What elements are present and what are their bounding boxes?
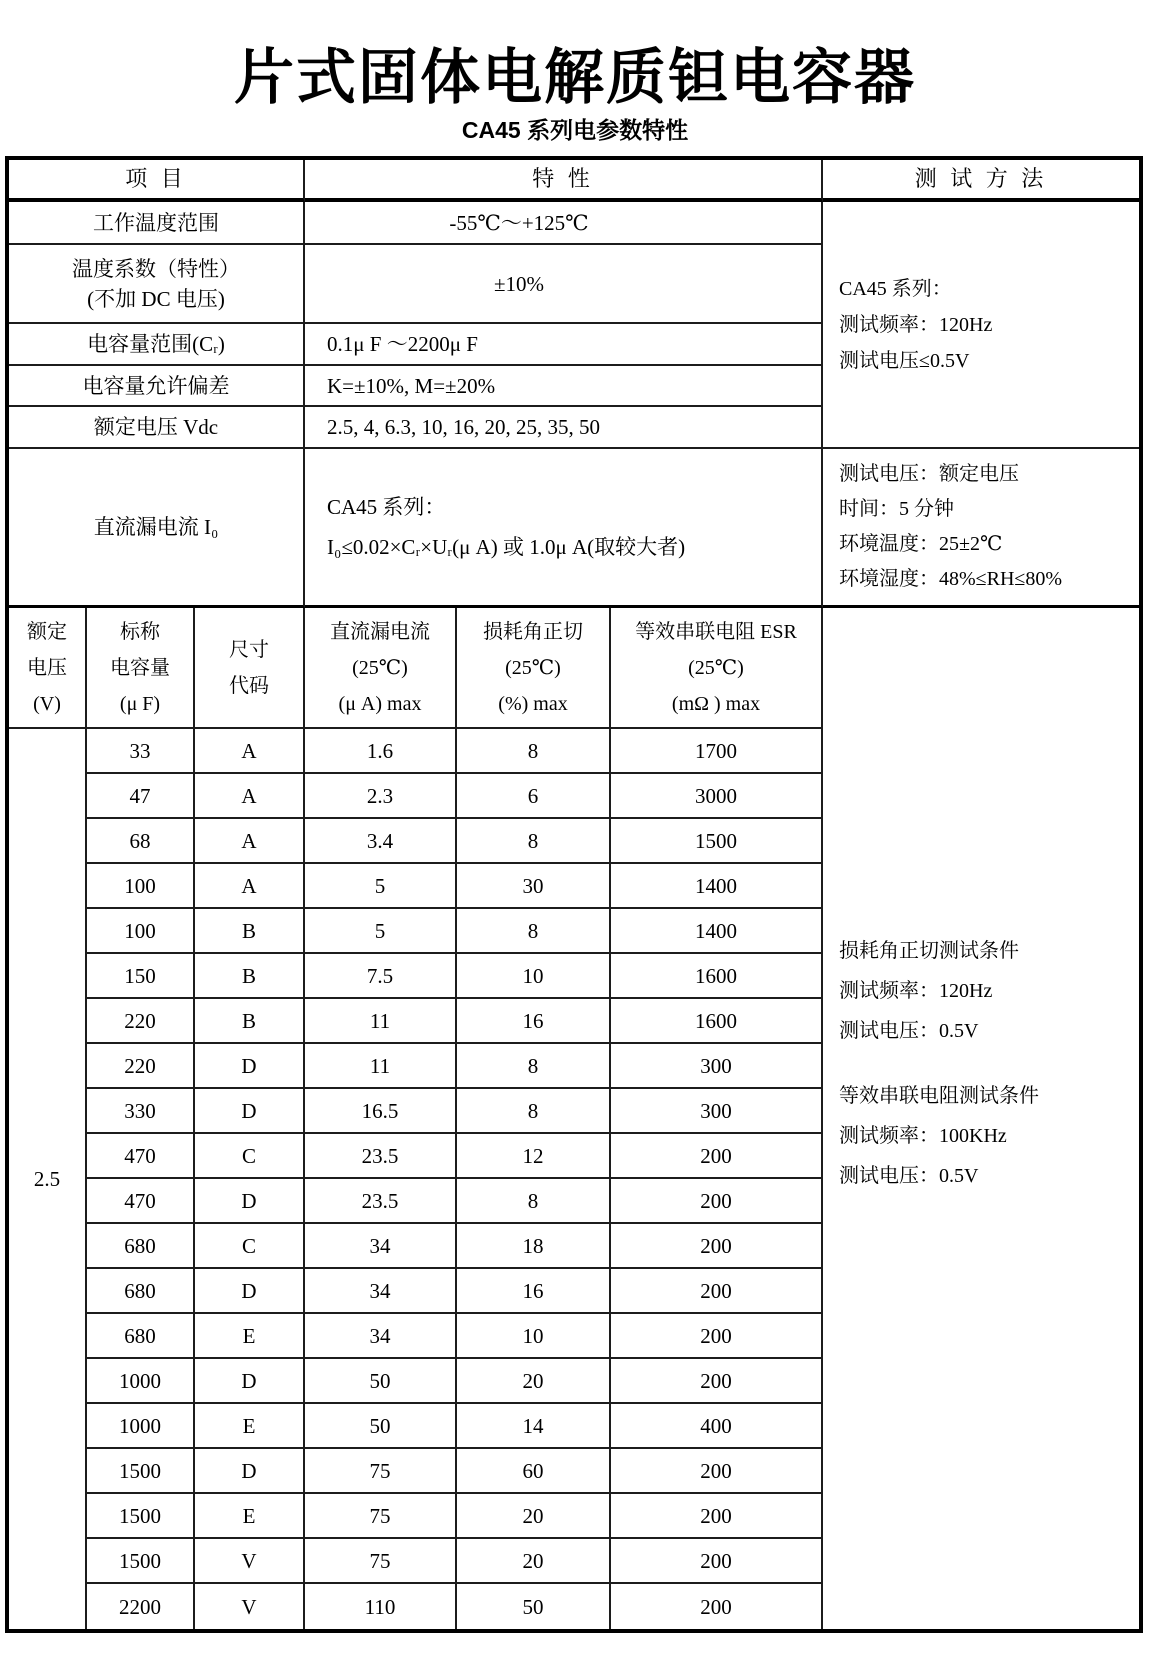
- cell-size-code: A: [195, 729, 305, 774]
- esr-test-condition-line: 测试电压：0.5V: [839, 1165, 979, 1187]
- cell-leakage: 16.5: [305, 1089, 457, 1134]
- cell-leakage: 2.3: [305, 774, 457, 819]
- cell-leakage: 34: [305, 1269, 457, 1314]
- cell-capacitance: 100: [87, 864, 195, 909]
- cell-size-code: D: [195, 1269, 305, 1314]
- cell-leakage: 75: [305, 1449, 457, 1494]
- cell-size-code: B: [195, 909, 305, 954]
- spec-table-ratings-section: [9, 608, 1139, 1629]
- header-line: (%) max: [498, 692, 568, 715]
- cell-tangent: 8: [457, 729, 611, 774]
- header-line: 代码: [229, 674, 269, 697]
- cell-leakage: 75: [305, 1539, 457, 1584]
- header-dc-leakage: [305, 608, 457, 729]
- row-value-capacitance-range: 0.1μ F ～2200μ F: [305, 324, 823, 366]
- row-value-temp-coefficient: ±10%: [305, 245, 823, 324]
- cell-esr: 200: [611, 1179, 823, 1224]
- cell-size-code: D: [195, 1359, 305, 1404]
- header-line: 直流漏电流: [330, 620, 430, 643]
- cell-size-code: D: [195, 1449, 305, 1494]
- cell-leakage: 34: [305, 1314, 457, 1359]
- header-line: 损耗角正切: [483, 620, 583, 643]
- header-line: 额定: [27, 620, 67, 643]
- test-method-leakage-line: 测试电压：额定电压: [839, 463, 1019, 485]
- header-size-code: [195, 608, 305, 729]
- cell-capacitance: 680: [87, 1224, 195, 1269]
- cell-size-code: V: [195, 1539, 305, 1584]
- cell-esr: 3000: [611, 774, 823, 819]
- col-header-test-method: 测 试 方 法: [823, 160, 1139, 202]
- test-method-leakage-cell: [823, 449, 1139, 608]
- cell-tangent: 10: [457, 954, 611, 999]
- cell-leakage: 1.6: [305, 729, 457, 774]
- test-method-ca45-line: 测试电压≤0.5V: [839, 349, 970, 372]
- row-label-rated-voltage: 额定电压 Vdc: [9, 407, 305, 449]
- cell-capacitance: 2200: [87, 1584, 195, 1629]
- cell-capacitance: 680: [87, 1314, 195, 1359]
- test-method-ca45-line: CA45 系列：: [839, 277, 952, 300]
- header-line: (25℃): [505, 656, 561, 679]
- cell-leakage: 5: [305, 864, 457, 909]
- page-title: 片式固体电解质钽电容器: [234, 44, 916, 111]
- cell-size-code: B: [195, 954, 305, 999]
- cell-tangent: 8: [457, 819, 611, 864]
- cell-capacitance: 68: [87, 819, 195, 864]
- cell-capacitance: 470: [87, 1134, 195, 1179]
- cell-leakage: 11: [305, 999, 457, 1044]
- header-line: 尺寸: [229, 638, 269, 661]
- cell-esr: 1400: [611, 864, 823, 909]
- cell-size-code: B: [195, 999, 305, 1044]
- cell-esr: 200: [611, 1359, 823, 1404]
- cell-tangent: 8: [457, 909, 611, 954]
- header-line: (μ F): [119, 692, 161, 715]
- cell-leakage: 50: [305, 1404, 457, 1449]
- header-line: (25℃): [688, 656, 744, 679]
- cell-esr: 1600: [611, 954, 823, 999]
- row-label-dc-leakage: 直流漏电流 I₀: [9, 449, 305, 608]
- cell-capacitance: 150: [87, 954, 195, 999]
- cell-capacitance: 1500: [87, 1449, 195, 1494]
- cell-capacitance: 1000: [87, 1359, 195, 1404]
- cell-tangent: 20: [457, 1539, 611, 1584]
- cell-capacitance: 1500: [87, 1539, 195, 1584]
- header-line: 电压: [27, 656, 67, 679]
- cell-esr: 200: [611, 1269, 823, 1314]
- cell-leakage: 7.5: [305, 954, 457, 999]
- cell-size-code: D: [195, 1179, 305, 1224]
- test-method-leakage-line: 环境温度：25±2℃: [839, 533, 1003, 555]
- tangent-test-condition-line: 损耗角正切测试条件: [839, 940, 1019, 962]
- cell-esr: 200: [611, 1134, 823, 1179]
- cell-capacitance: 330: [87, 1089, 195, 1134]
- row-label-temp-coefficient: [9, 245, 305, 324]
- header-loss-tangent: [457, 608, 611, 729]
- cell-esr: 200: [611, 1584, 823, 1629]
- header-line: 电容量: [110, 656, 170, 679]
- header-line: (mΩ ) max: [671, 692, 761, 715]
- cell-esr: 200: [611, 1224, 823, 1269]
- cell-tangent: 14: [457, 1404, 611, 1449]
- cell-esr: 400: [611, 1404, 823, 1449]
- esr-test-condition-line: 等效串联电阻测试条件: [839, 1085, 1039, 1107]
- cell-tangent: 50: [457, 1584, 611, 1629]
- cell-capacitance: 470: [87, 1179, 195, 1224]
- cell-size-code: V: [195, 1584, 305, 1629]
- temp-coefficient-label-line1: 温度系数（特性）: [72, 256, 240, 281]
- cell-size-code: E: [195, 1404, 305, 1449]
- page-subtitle: CA45 系列电参数特性: [461, 117, 689, 143]
- header-line: (μ A) max: [338, 692, 422, 715]
- spec-table-general-section: [9, 160, 1139, 608]
- row-value-rated-voltage: 2.5, 4, 6.3, 10, 16, 20, 25, 35, 50: [305, 407, 823, 449]
- cell-tangent: 16: [457, 999, 611, 1044]
- header-line: (V): [33, 692, 61, 715]
- cell-size-code: E: [195, 1314, 305, 1359]
- row-label-operating-temp: 工作温度范围: [9, 202, 305, 245]
- cell-leakage: 23.5: [305, 1179, 457, 1224]
- spec-table: [5, 156, 1143, 1633]
- cell-capacitance: 33: [87, 729, 195, 774]
- cell-tangent: 16: [457, 1269, 611, 1314]
- test-method-ca45-line: 测试频率：120Hz: [839, 313, 993, 336]
- cell-leakage: 23.5: [305, 1134, 457, 1179]
- esr-test-condition-line: 测试频率：100KHz: [839, 1125, 1007, 1147]
- col-header-item: 项 目: [9, 160, 305, 202]
- cell-leakage: 3.4: [305, 819, 457, 864]
- cell-tangent: 60: [457, 1449, 611, 1494]
- row-label-capacitance-tolerance: 电容量允许偏差: [9, 366, 305, 407]
- cell-esr: 1500: [611, 819, 823, 864]
- header-rated-voltage: [9, 608, 87, 729]
- cell-tangent: 20: [457, 1359, 611, 1404]
- cell-tangent: 10: [457, 1314, 611, 1359]
- test-method-leakage-line: 环境湿度：48%≤RH≤80%: [839, 568, 1063, 590]
- header-nominal-capacitance: [87, 608, 195, 729]
- voltage-group-cell: 2.5: [9, 729, 87, 1629]
- row-value-capacitance-tolerance: K=±10%, M=±20%: [305, 366, 823, 407]
- cell-esr: 200: [611, 1494, 823, 1539]
- cell-capacitance: 680: [87, 1269, 195, 1314]
- row-value-operating-temp: -55℃～+125℃: [305, 202, 823, 245]
- cell-esr: 200: [611, 1539, 823, 1584]
- cell-tangent: 20: [457, 1494, 611, 1539]
- dc-leakage-formula-line: I₀≤0.02×Cᵣ×Uᵣ(μ A) 或 1.0μ A(取较大者): [327, 535, 686, 559]
- cell-capacitance: 220: [87, 1044, 195, 1089]
- cell-leakage: 34: [305, 1224, 457, 1269]
- cell-size-code: A: [195, 774, 305, 819]
- cell-size-code: A: [195, 864, 305, 909]
- cell-leakage: 50: [305, 1359, 457, 1404]
- cell-size-code: D: [195, 1089, 305, 1134]
- cell-tangent: 8: [457, 1044, 611, 1089]
- cell-tangent: 30: [457, 864, 611, 909]
- cell-tangent: 8: [457, 1179, 611, 1224]
- cell-leakage: 5: [305, 909, 457, 954]
- cell-esr: 1600: [611, 999, 823, 1044]
- cell-capacitance: 100: [87, 909, 195, 954]
- cell-capacitance: 1000: [87, 1404, 195, 1449]
- cell-size-code: A: [195, 819, 305, 864]
- cell-leakage: 110: [305, 1584, 457, 1629]
- cell-size-code: C: [195, 1224, 305, 1269]
- dc-leakage-series-line: CA45 系列：: [327, 495, 446, 519]
- cell-leakage: 11: [305, 1044, 457, 1089]
- cell-esr: 200: [611, 1314, 823, 1359]
- header-line: (25℃): [352, 656, 408, 679]
- cell-size-code: E: [195, 1494, 305, 1539]
- cell-tangent: 18: [457, 1224, 611, 1269]
- row-value-dc-leakage: [305, 449, 823, 608]
- cell-size-code: C: [195, 1134, 305, 1179]
- cell-esr: 1700: [611, 729, 823, 774]
- cell-leakage: 75: [305, 1494, 457, 1539]
- cell-esr: 200: [611, 1449, 823, 1494]
- row-label-capacitance-range: 电容量范围(Cᵣ): [9, 324, 305, 366]
- test-method-ca45-cell: [823, 202, 1139, 449]
- cell-capacitance: 1500: [87, 1494, 195, 1539]
- test-conditions-cell: [823, 608, 1139, 1629]
- col-header-characteristic: 特 性: [305, 160, 823, 202]
- test-method-leakage-line: 时间：5 分钟: [839, 498, 954, 520]
- cell-size-code: D: [195, 1044, 305, 1089]
- header-line: 等效串联电阻 ESR: [635, 620, 797, 643]
- header-line: 标称: [120, 620, 160, 643]
- cell-esr: 300: [611, 1044, 823, 1089]
- cell-tangent: 8: [457, 1089, 611, 1134]
- tangent-test-condition-line: 测试电压：0.5V: [839, 1020, 979, 1042]
- cell-esr: 1400: [611, 909, 823, 954]
- cell-tangent: 6: [457, 774, 611, 819]
- cell-capacitance: 220: [87, 999, 195, 1044]
- cell-tangent: 12: [457, 1134, 611, 1179]
- header-esr: [611, 608, 823, 729]
- cell-esr: 300: [611, 1089, 823, 1134]
- temp-coefficient-label-line2: (不加 DC 电压): [87, 286, 225, 311]
- tangent-test-condition-line: 测试频率：120Hz: [839, 980, 993, 1002]
- cell-capacitance: 47: [87, 774, 195, 819]
